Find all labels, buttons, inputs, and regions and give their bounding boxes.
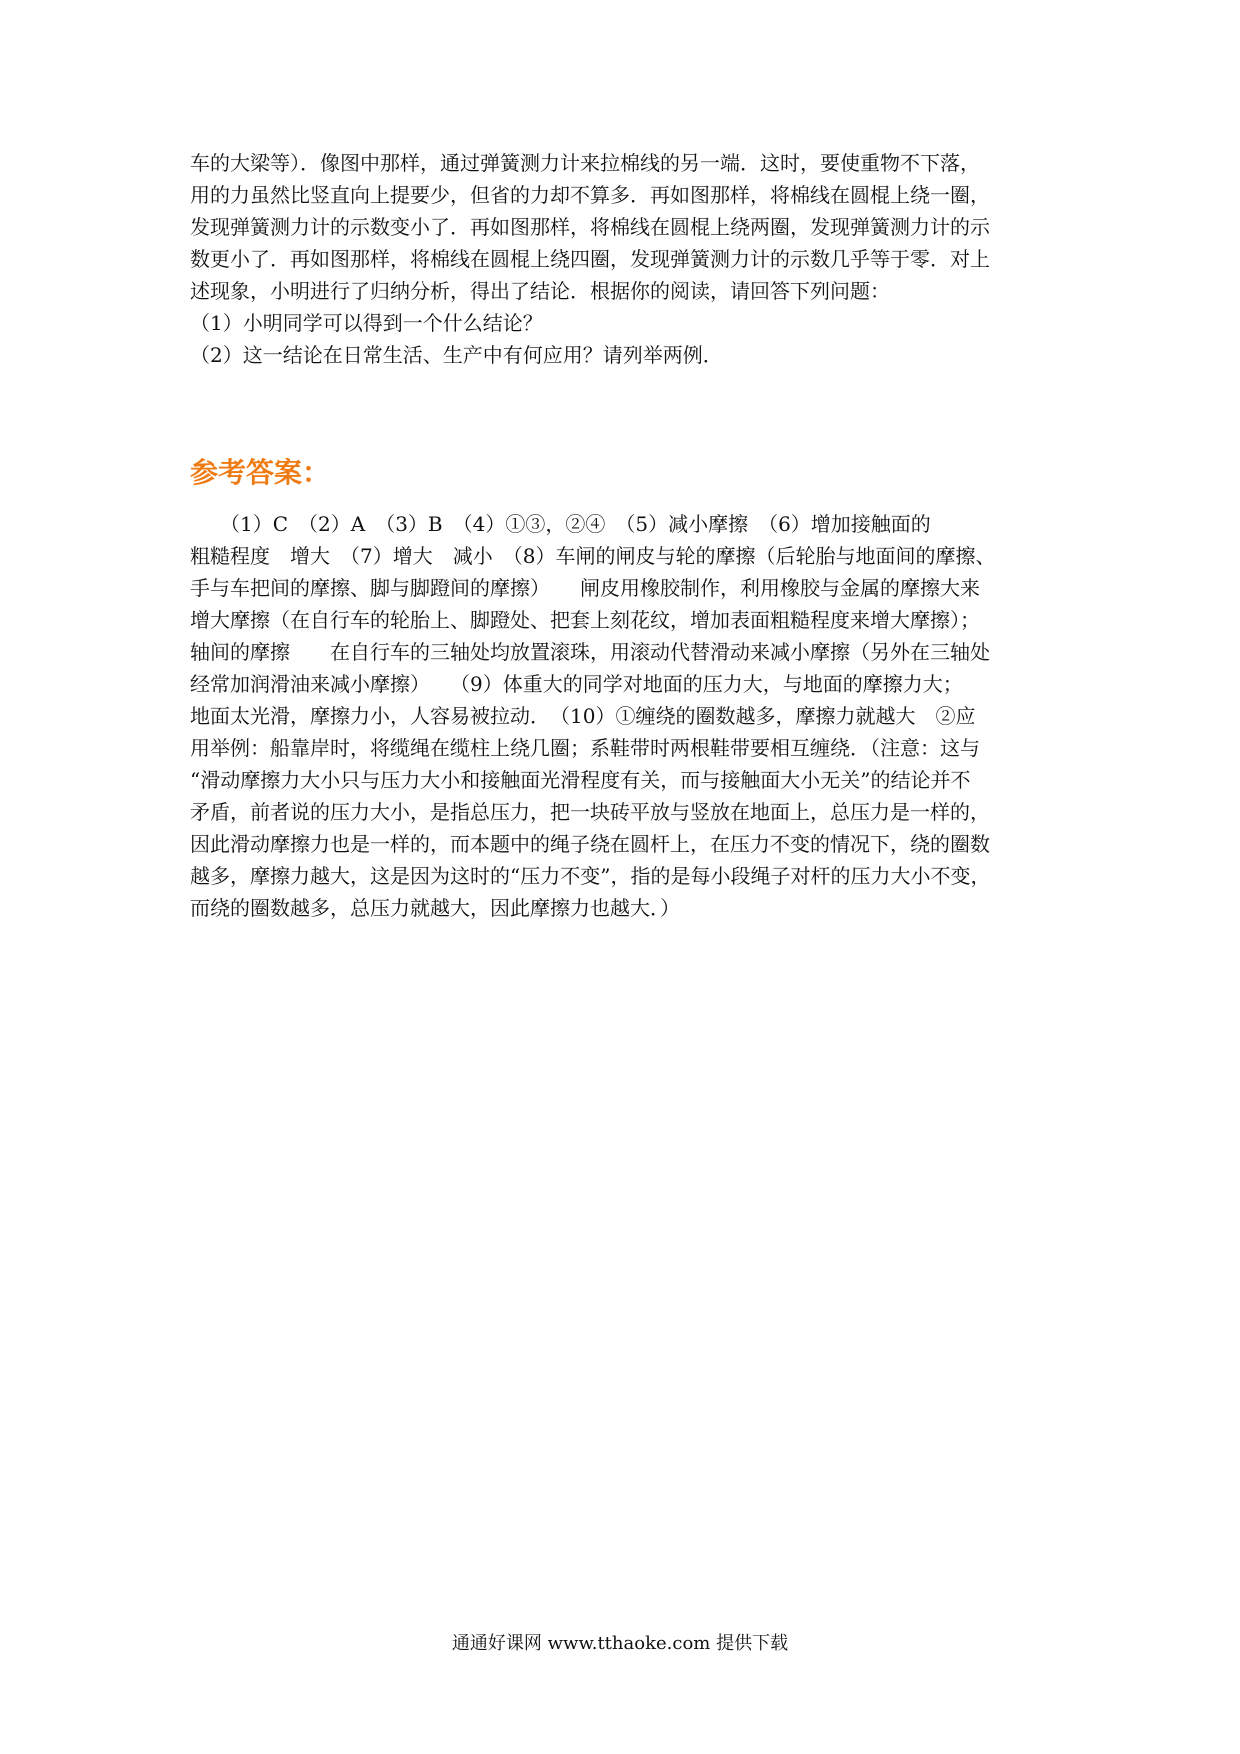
answer-line: 矛盾，前者说的压力大小，是指总压力，把一块砖平放与竖放在地面上，总压力是一样的， [190, 800, 990, 824]
question-line: 车的大梁等）．像图中那样，通过弹簧测力计来拉棉线的另一端．这时，要使重物不下落， [190, 151, 980, 175]
answers-heading: 参考答案： [190, 456, 331, 489]
answer-line: 因此滑动摩擦力也是一样的，而本题中的绳子绕在圆杆上，在压力不变的情况下，绕的圈数 [190, 832, 990, 856]
answer-line: 越多，摩擦力越大，这是因为这时的“压力不变”，指的是每小段绳子对杆的压力大小不变， [190, 864, 991, 888]
question-text [190, 147, 1060, 371]
answer-line: （1）C （2）A （3）B （4）①③，②④ （5）减小摩擦 （6）增加接触面的 [190, 512, 931, 536]
answer-line: 用举例：船靠岸时，将缆绳在缆柱上绕几圈；系鞋带时两根鞋带要相互缠绕．（注意：这与 [190, 736, 980, 760]
question-line: 发现弹簧测力计的示数变小了．再如图那样，将棉线在圆棍上绕两圈，发现弹簧测力计的示 [190, 215, 990, 239]
page-footer: 通通好课网 www.tthaoke.com 提供下载 [451, 1633, 789, 1654]
answer-line: 手与车把间的摩擦、脚与脚蹬间的摩擦） 闸皮用橡胶制作，利用橡胶与金属的摩擦大来 [190, 576, 980, 600]
question-item-1: （1）小明同学可以得到一个什么结论？ [190, 311, 543, 335]
answer-line: 轴间的摩擦 在自行车的三轴处均放置滚珠，用滚动代替滑动来减小摩擦（另外在三轴处 [190, 640, 990, 664]
answer-line: 粗糙程度 增大 （7）增大 减小 （8）车闸的闸皮与轮的摩擦（后轮胎与地面间的摩擦、 [190, 544, 996, 568]
question-line: 用的力虽然比竖直向上提要少，但省的力却不算多．再如图那样，将棉线在圆棍上绕一圈， [190, 183, 990, 207]
question-line: 数更小了．再如图那样，将棉线在圆棍上绕四圈，发现弹簧测力计的示数几乎等于零．对上 [190, 247, 990, 271]
answer-line: 增大摩擦（在自行车的轮胎上、脚蹬处、把套上刻花纹，增加表面粗糙程度来增大摩擦）； [190, 608, 980, 632]
question-item-2: （2）这一结论在日常生活、生产中有何应用？请列举两例． [190, 343, 723, 367]
answers-text [190, 508, 1060, 924]
answer-line: 经常加润滑油来减小摩擦） （9）体重大的同学对地面的压力大，与地面的摩擦力大； [190, 672, 963, 696]
answer-line: “滑动摩擦力大小只与压力大小和接触面光滑程度有关，而与接触面大小无关”的结论并不 [190, 768, 971, 792]
question-line: 述现象，小明进行了归纳分析，得出了结论．根据你的阅读，请回答下列问题： [190, 279, 890, 303]
answer-line: 而绕的圈数越多，总压力就越大，因此摩擦力也越大．） [190, 896, 680, 920]
answer-line: 地面太光滑，摩擦力小，人容易被拉动． （10）①缠绕的圈数越多，摩擦力就越大 ②应 [190, 704, 976, 728]
